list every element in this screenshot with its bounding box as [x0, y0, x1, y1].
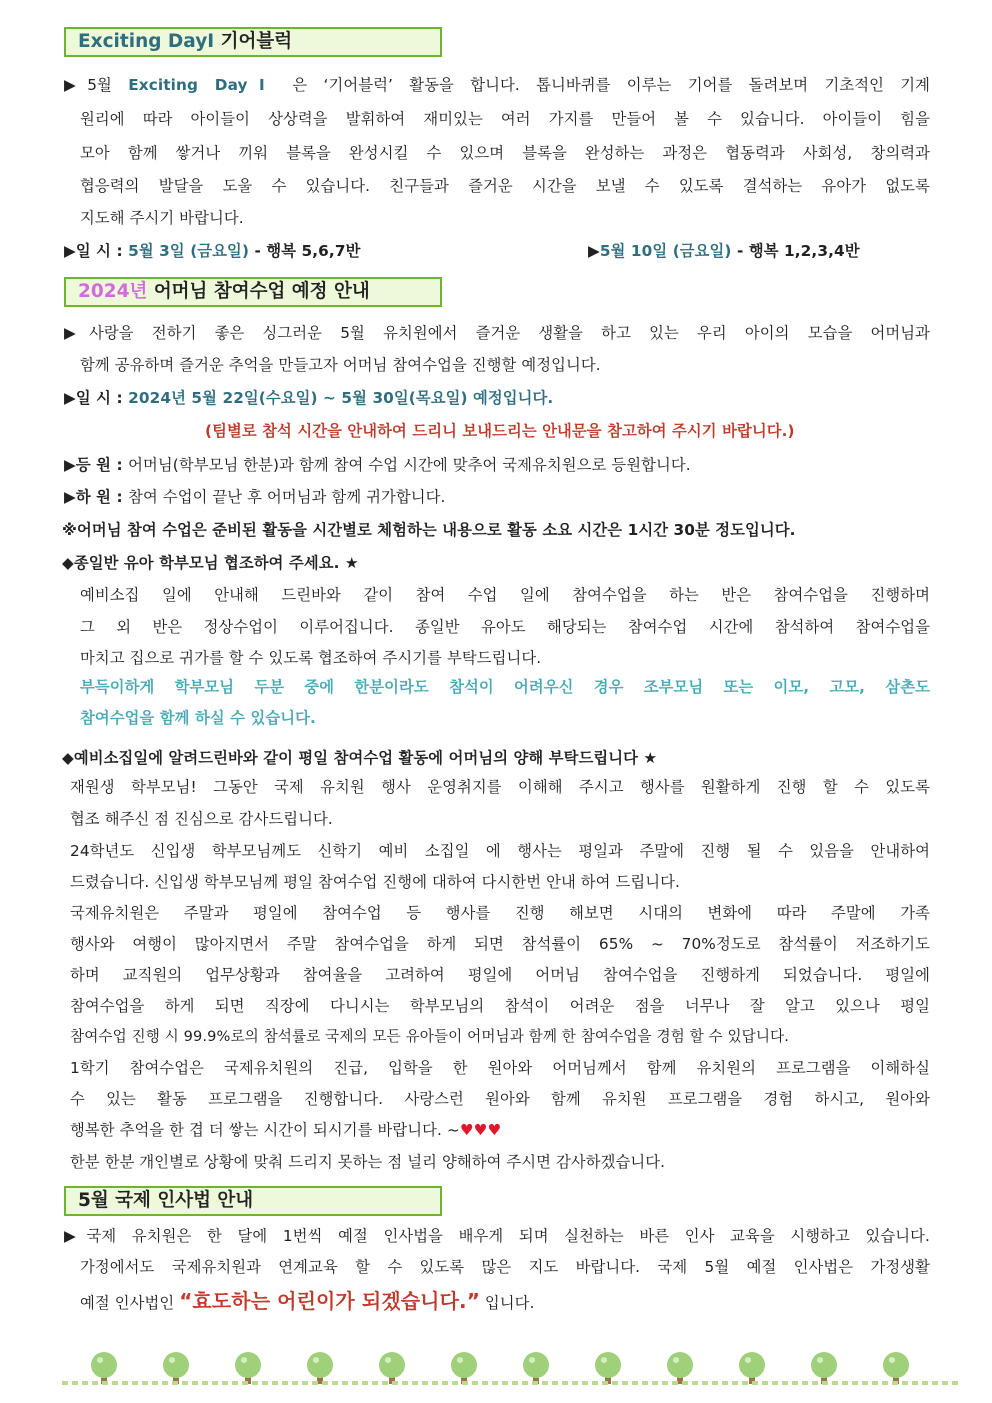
header-year: 2024년: [78, 281, 148, 302]
s1-date-line-2: [588, 241, 860, 261]
exciting-day-inline: Exciting Day: [128, 76, 248, 94]
text: 예절 인사법인: [80, 1294, 180, 1312]
date-value: 2024년 5월 22일(수요일) ~ 5월 30일(목요일) 예정입니다.: [128, 389, 554, 407]
s2-allday-line-2: 그 외 반은 정상수업이 이루어집니다. 종일반 유아도 해당되는 참여수업 시간에 참석하여 참여수업을: [80, 618, 930, 636]
s1-paragraph-line-4: 협응력의 발달을 도울 수 있습니다. 친구들과 즐거운 시간을 보낼 수 있도록 결석하는 유아가 없도록: [80, 177, 930, 195]
tree-highlight-icon: [385, 1357, 391, 1363]
s2-weekday-line-12: [70, 1120, 501, 1140]
date-2: 5월 10일 (금요일): [599, 242, 732, 260]
s2-date-line: [64, 388, 553, 408]
s2-allday-line-5: 참여수업을 함께 하실 수 있습니다.: [80, 709, 316, 727]
date-1: 5월 3일 (금요일): [128, 242, 250, 260]
s2-weekday-line-6: 행사와 여행이 많아지면서 주말 참여수업을 하게 되면 참석률이 65% ~ 70%정도로 참석률이 저조하기도: [70, 935, 930, 953]
tree-crown-icon: [163, 1352, 189, 1378]
s2-weekday-line-4: 드렸습니다. 신입생 학부모님께 평일 참여수업 진행에 대하여 다시한번 안내 하여 드립니다.: [70, 873, 680, 891]
s2-weekday-line-5: 국제유치원은 주말과 평일에 참여수업 등 행사를 진행 해보면 시대의 변화에 따라 주말에 가족: [70, 904, 930, 922]
s2-leave-line: [64, 487, 446, 507]
date-1-classes: - 행복 5,6,7반: [249, 242, 361, 260]
tree-crown-icon: [379, 1352, 405, 1378]
s2-weekday-line-13: 한분 한분 개인별로 상황에 맞춰 드리지 못하는 점 널리 양해하여 주시면 감사하겠습니다.: [70, 1153, 666, 1171]
header-greeting-text: 5월 국제 인사법 안내: [78, 1190, 254, 1211]
bullet-arrow: ▶: [64, 76, 88, 94]
s2-weekday-heading: ◆예비소집일에 알려드린바와 같이 평일 참여수업 활동에 어머님의 양해 부탁드립니다 ★: [62, 749, 658, 767]
tree-highlight-icon: [97, 1357, 103, 1363]
s2-allday-heading: ◆종일반 유아 학부모님 협조하여 주세요. ★: [62, 554, 359, 572]
tree-highlight-icon: [817, 1357, 823, 1363]
tree-crown-icon: [523, 1352, 549, 1378]
tree-highlight-icon: [601, 1357, 607, 1363]
section-header-greeting: [64, 1186, 442, 1216]
s1-paragraph-line-2: 원리에 따라 아이들이 상상력을 발휘하여 재미있는 여러 가지를 만들어 볼 수 있습니다. 아이들이 힘을: [80, 110, 930, 128]
s2-date-note: (팀별로 참석 시간을 안내하여 드리니 보내드리는 안내문을 참고하여 주시기 바랍니다.): [205, 422, 795, 440]
hearts-icon: ♥♥♥: [459, 1121, 502, 1139]
header-roman-numeral: Ⅰ: [207, 31, 215, 52]
text: 5월: [87, 76, 129, 94]
tree-crown-icon: [235, 1352, 261, 1378]
tree-highlight-icon: [241, 1357, 247, 1363]
s3-line-3: [80, 1288, 535, 1316]
s2-arrive-line: [64, 455, 691, 475]
s2-weekday-line-11: 수 있는 활동 프로그램을 진행합니다. 사랑스런 원아와 함께 유치원 프로그램을 경험 하시고, 원아와: [70, 1090, 930, 1108]
arrive-label: ▶등 원 :: [64, 456, 129, 474]
text: 입니다.: [479, 1294, 535, 1312]
tree-crown-icon: [883, 1352, 909, 1378]
leave-value: 참여 수업이 끝난 후 어머님과 함께 귀가합니다.: [128, 488, 446, 506]
s2-weekday-line-1: 재원생 학부모님! 그동안 국제 유치원 행사 운영취지를 이해해 주시고 행사를 원활하게 진행 할 수 있도록: [70, 778, 930, 796]
text: 은 ‘기어블럭’ 활동을 합니다. 톱니바퀴를 이루는 기어를 돌려보며 기초적인 기계: [276, 76, 930, 94]
tree-crown-icon: [91, 1352, 117, 1378]
ground-line: [62, 1381, 962, 1385]
tree-highlight-icon: [889, 1357, 895, 1363]
s2-intro-line-1: ▶사랑을 전하기 좋은 싱그러운 5월 유치원에서 즐거운 생활을 하고 있는 우리 아이의 모습을 어머님과: [64, 324, 930, 342]
s2-weekday-line-7: 하며 교직원의 업무상황과 참여율을 고려하여 평일에 어머님 참여수업을 진행하게 되었습니다. 평일에: [70, 966, 930, 984]
tree-crown-icon: [451, 1352, 477, 1378]
tree-highlight-icon: [745, 1357, 751, 1363]
section-header-exciting-day: [64, 27, 442, 57]
bullet-arrow: ▶: [588, 242, 600, 260]
s2-allday-line-3: 마치고 집으로 귀가를 할 수 있도록 협조하여 주시기를 부탁드립니다.: [80, 649, 542, 667]
header-parent-class-text: 어머님 참여수업 예정 안내: [147, 281, 370, 302]
tree-highlight-icon: [529, 1357, 535, 1363]
tree-crown-icon: [739, 1352, 765, 1378]
header-exciting-day-text: Exciting Day: [78, 31, 208, 52]
s2-weekday-line-2: 협조 해주신 점 진심으로 감사드립니다.: [70, 810, 333, 828]
s2-weekday-line-9: 참여수업 진행 시 99.9%로의 참석률로 국제의 모든 유아들이 어머님과 함께 한 참여수업을 경험 할 수 있답니다.: [70, 1028, 789, 1045]
date-2-classes: - 행복 1,2,3,4반: [731, 242, 860, 260]
s2-note: ※어머님 참여 수업은 준비된 활동을 시간별로 체험하는 내용으로 활동 소요 시간은 1시간 30분 정도입니다.: [62, 521, 796, 539]
s2-weekday-line-10: 1학기 참여수업은 국제유치원의 진급, 입학을 한 원아와 어머님께서 함께 유치원의 프로그램을 이해하실: [70, 1059, 930, 1077]
roman-numeral-inline: Ⅰ: [247, 76, 277, 94]
s2-allday-line-4: 부득이하게 학부모님 두분 중에 한분이라도 참석이 어려우신 경우 조부모님 또는 이모, 고모, 삼촌도: [80, 678, 930, 696]
greeting-quote: “효도하는 어린이가 되겠습니다.”: [179, 1289, 480, 1313]
tree-crown-icon: [307, 1352, 333, 1378]
tree-highlight-icon: [169, 1357, 175, 1363]
date-label: ▶일 시 :: [64, 389, 129, 407]
s2-weekday-line-8: 참여수업을 하게 되면 직장에 다니시는 학부모님의 참석이 어려운 점을 너무나 잘 알고 있으나 평일: [70, 997, 930, 1015]
s2-weekday-line-3: 24학년도 신입생 학부모님께도 신학기 예비 소집일 에 행사는 평일과 주말에 진행 될 수 있음을 안내하여: [70, 842, 930, 860]
tree-highlight-icon: [313, 1357, 319, 1363]
s3-line-2: 가정에서도 국제유치원과 연계교육 할 수 있도록 많은 지도 바랍니다. 국제 5월 예절 인사법은 가정생활: [80, 1258, 930, 1276]
tree-crown-icon: [667, 1352, 693, 1378]
tree-highlight-icon: [457, 1357, 463, 1363]
s2-allday-line-1: 예비소집 일에 안내해 드린바와 같이 참여 수업 일에 참여수업을 하는 반은 참여수업을 진행하며: [80, 586, 930, 604]
s1-paragraph-line-1: [64, 75, 930, 95]
s1-date-line: [64, 241, 360, 261]
tree-crown-icon: [595, 1352, 621, 1378]
tree-crown-icon: [811, 1352, 837, 1378]
s2-intro-line-2: 함께 공유하며 즐거운 추억을 만들고자 어머님 참여수업을 진행할 예정입니다.: [80, 356, 601, 374]
arrive-value: 어머님(학부모님 한분)과 함께 참여 수업 시간에 맞추어 국제유치원으로 등원합니다.: [128, 456, 691, 474]
date-label: ▶일 시 :: [64, 242, 129, 260]
tree-highlight-icon: [673, 1357, 679, 1363]
s1-paragraph-line-3: 모아 함께 쌓거나 끼워 블록을 완성시킬 수 있으며 블록을 완성하는 과정은 협동력과 사회성, 창의력과: [80, 144, 930, 162]
section-header-parent-class: [64, 277, 442, 307]
header-gear-block-text: 기어블럭: [220, 31, 293, 52]
text: 행복한 추억을 한 겹 더 쌓는 시간이 되시기를 바랍니다. ~: [70, 1121, 460, 1139]
s1-paragraph-line-5: 지도해 주시기 바랍니다.: [80, 209, 244, 227]
s3-line-1: ▶국제 유치원은 한 달에 1번씩 예절 인사법을 배우게 되며 실천하는 바른 인사 교육을 시행하고 있습니다.: [64, 1227, 930, 1245]
leave-label: ▶하 원 :: [64, 488, 129, 506]
